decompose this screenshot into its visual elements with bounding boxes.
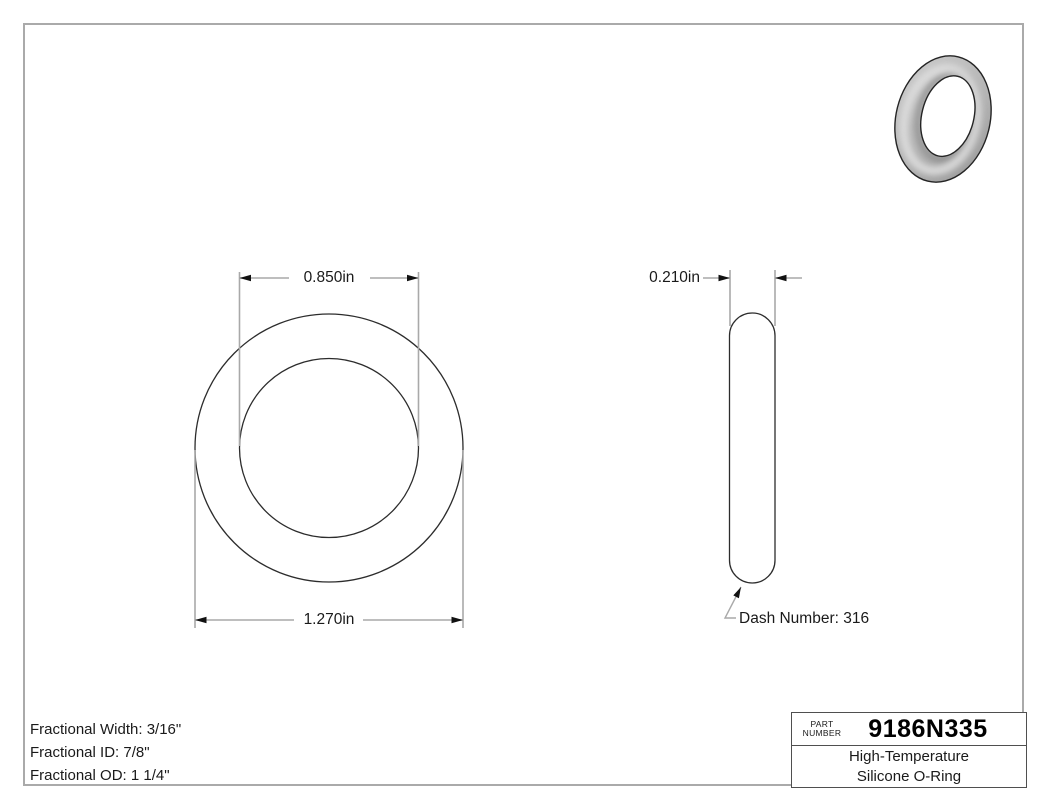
part-description [792, 746, 1026, 787]
dash-number-label: Dash Number: 316 [739, 610, 870, 627]
part-number-caption [796, 720, 848, 739]
side-view [703, 270, 802, 618]
part-description-line1: High-Temperature [848, 747, 970, 765]
part-caption-line2: NUMBER [802, 728, 842, 738]
cross-section-outline [730, 313, 776, 583]
od-dimension [195, 450, 463, 628]
inner-circle [240, 359, 419, 538]
width-dimension-label: 0.210in [649, 269, 700, 286]
outer-circle [195, 314, 463, 582]
front-view [195, 269, 463, 628]
arrowhead [775, 275, 787, 282]
part-description-line2: Silicone O-Ring [856, 767, 962, 785]
fractional-id-text: Fractional ID: 7/8" [30, 744, 150, 761]
arrowhead [195, 617, 207, 624]
arrowhead [452, 617, 464, 624]
id-dimension-label: 0.850in [303, 269, 355, 286]
fractional-specs [30, 718, 181, 787]
od-dimension-label: 1.270in [303, 611, 355, 628]
arrowhead [719, 275, 731, 282]
part-caption-line1: PART [810, 718, 834, 729]
arrowhead [240, 275, 252, 282]
oring-3d-thumbnail [882, 46, 1004, 193]
part-number-row [792, 713, 1026, 746]
fractional-od-text: Fractional OD: 1 1/4" [30, 767, 170, 784]
part-number: 9186N335 [868, 714, 988, 743]
arrowhead [407, 275, 419, 282]
fractional-width-text: Fractional Width: 3/16" [30, 721, 182, 738]
arrowhead [733, 587, 741, 598]
title-block [791, 712, 1027, 788]
